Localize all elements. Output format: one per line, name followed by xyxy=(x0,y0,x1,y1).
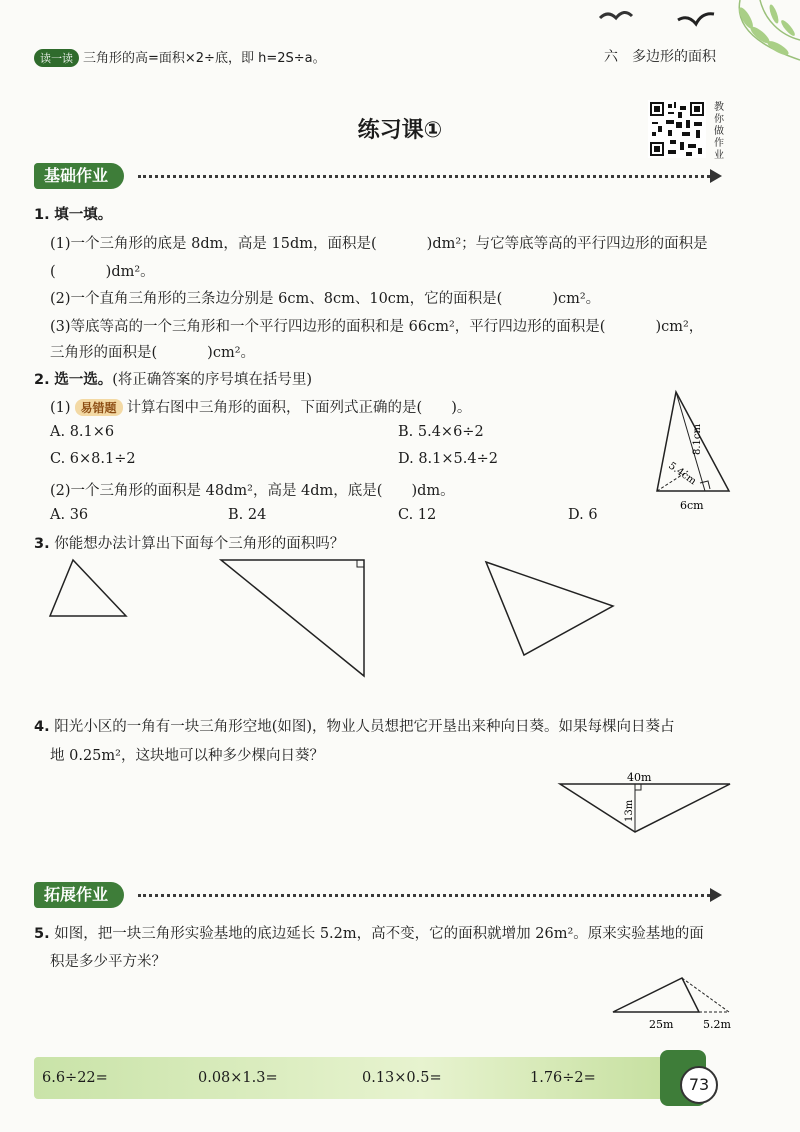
q5-fig-base-label: 25m xyxy=(649,1018,674,1031)
q2-p2-option-b[interactable]: B. 24 xyxy=(228,507,267,523)
q2-option-b[interactable]: B. 5.4×6÷2 xyxy=(398,424,484,440)
q1-p3-text3: 三角形的面积是( xyxy=(50,345,158,361)
tip-text: 三角形的高=面积×2÷底，即 h=2S÷a。 xyxy=(83,51,326,66)
q4-fig-height-label: 13m xyxy=(624,799,635,822)
q1-p2-text2: )cm²。 xyxy=(552,291,601,307)
q2-part1 xyxy=(50,396,471,417)
arrow-right-icon xyxy=(710,169,722,183)
q5-text1: 如图，把一块三角形实验基地的底边延长 5.2m，高不变，它的面积就增加 26m²。原来实验基地的面 xyxy=(54,926,704,942)
q1-title: 填一填。 xyxy=(54,207,113,223)
q1-part1-cont xyxy=(50,260,155,281)
q3-number: 3. xyxy=(34,536,50,552)
unit-title: 六 多边形的面积 xyxy=(604,49,716,65)
q4-triangle-figure xyxy=(555,770,735,840)
q1-p1-text2: )dm²；与它等底等高的平行四边形的面积是 xyxy=(426,236,708,252)
header-tip xyxy=(34,47,326,67)
q2-p1-prefix: (1) xyxy=(50,400,71,416)
page-number: 73 xyxy=(680,1066,718,1104)
q2-p1-text: 计算右图中三角形的面积，下面列式正确的是( )。 xyxy=(126,400,472,416)
calc-item-3: 0.13×0.5= xyxy=(362,1070,442,1086)
section-extended-header xyxy=(34,882,724,908)
q4-number: 4. xyxy=(34,719,50,735)
q2-number: 2. xyxy=(34,372,50,388)
q5-number: 5. xyxy=(34,926,50,942)
q2-part2: (2)一个三角形的面积是 48dm²，高是 4dm，底是( )dm。 xyxy=(50,483,455,499)
q1-p3-text: (3)等底等高的一个三角形和一个平行四边形的面积和是 66cm²，平行四边形的面积是( xyxy=(50,319,606,335)
q2-heading xyxy=(34,368,312,389)
q1-part3-cont xyxy=(50,341,255,362)
q1-heading xyxy=(34,203,112,224)
q2-title: 选一选。 xyxy=(54,372,113,388)
q5-triangle-figure xyxy=(605,970,740,1035)
calc-item-1: 6.6÷22= xyxy=(42,1070,108,1086)
section-divider xyxy=(138,175,710,178)
q4-line1 xyxy=(34,715,675,736)
q1-number: 1. xyxy=(34,207,50,223)
q5-fig-extension-label: 5.2m xyxy=(703,1018,731,1031)
q4-fig-base-label: 40m xyxy=(627,771,652,784)
calc-item-2: 0.08×1.3= xyxy=(198,1070,278,1086)
q1-part1 xyxy=(50,232,708,253)
qr-code-icon[interactable] xyxy=(648,100,706,158)
q2-p2-option-c[interactable]: C. 12 xyxy=(398,507,437,523)
q3-heading xyxy=(34,532,344,553)
tip-badge: 读一读 xyxy=(34,49,79,67)
q2-fig-height-label: 8.1cm xyxy=(692,424,703,455)
section-basic-header xyxy=(34,163,724,189)
q2-fig-base-label: 6cm xyxy=(680,499,704,512)
q1-p1-text4: )dm²。 xyxy=(105,264,155,280)
q3-text: 你能想办法计算出下面每个三角形的面积吗？ xyxy=(54,536,345,552)
q2-triangle-figure xyxy=(640,385,750,515)
error-prone-tag: 易错题 xyxy=(75,399,123,416)
q5-line2: 积是多少平方米？ xyxy=(50,954,166,970)
q5-line1 xyxy=(34,922,704,943)
q1-part3 xyxy=(50,315,703,336)
q1-p1-text: (1)一个三角形的底是 8dm，高是 15dm，面积是( xyxy=(50,236,377,252)
q2-option-c[interactable]: C. 6×8.1÷2 xyxy=(50,451,136,467)
q1-part2 xyxy=(50,287,600,308)
q2-fig-slant-label: 5.4cm xyxy=(666,460,698,488)
q1-p2-text: (2)一个直角三角形的三条边分别是 6cm、8cm、10cm，它的面积是( xyxy=(50,291,503,307)
q2-p2-option-a[interactable]: A. 36 xyxy=(50,507,89,523)
q2-option-d[interactable]: D. 8.1×5.4÷2 xyxy=(398,451,498,467)
calc-item-4: 1.76÷2= xyxy=(530,1070,596,1086)
q1-p1-text3: ( xyxy=(50,264,56,280)
section-extended-label: 拓展作业 xyxy=(34,882,124,908)
q2-note: (将正确答案的序号填在括号里) xyxy=(112,372,313,388)
q2-p2-option-d[interactable]: D. 6 xyxy=(568,507,598,523)
page-title: 练习课① xyxy=(357,118,443,143)
q4-text1: 阳光小区的一角有一块三角形空地(如图)，物业人员想把它开垦出来种向日葵。如果每棵向日葵占 xyxy=(54,719,675,735)
qr-caption: 教你做作业 xyxy=(714,102,724,161)
section-divider xyxy=(138,894,710,897)
q2-option-a[interactable]: A. 8.1×6 xyxy=(50,424,115,440)
arrow-right-icon xyxy=(710,888,722,902)
q1-p3-text4: )cm²。 xyxy=(207,345,256,361)
section-basic-label: 基础作业 xyxy=(34,163,124,189)
q4-line2: 地 0.25m²，这块地可以种多少棵向日葵？ xyxy=(50,748,324,764)
q1-p3-text2: )cm²， xyxy=(655,319,704,335)
q3-triangles-figure xyxy=(40,552,640,682)
